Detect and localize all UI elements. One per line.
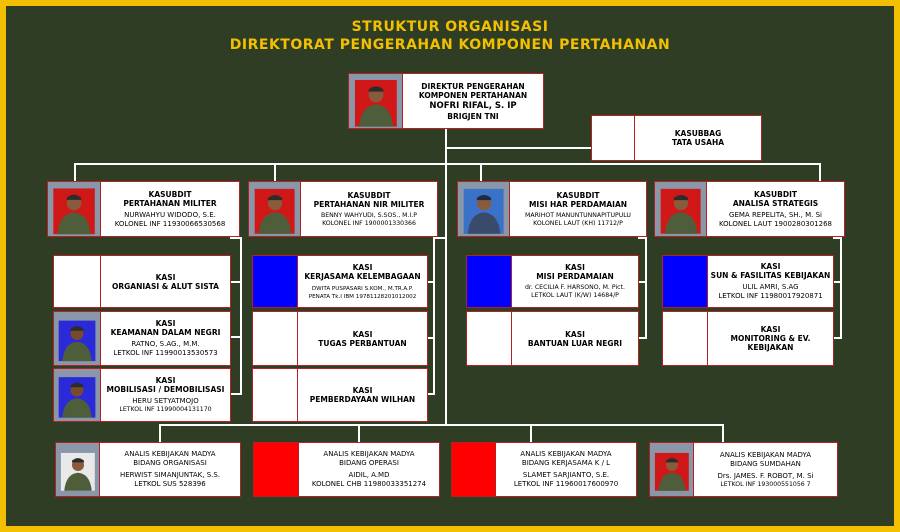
analyst-line2: BIDANG OPERASI xyxy=(339,459,399,467)
col2-rail xyxy=(433,237,435,394)
col2-tick1 xyxy=(427,281,435,283)
analyst-line1: ANALIS KEBIJAKAN MADYA xyxy=(124,450,216,458)
kasubbag-box[interactable] xyxy=(591,115,762,161)
col4-tick2 xyxy=(833,337,842,339)
col4-tick1 xyxy=(833,281,842,283)
col1-rail xyxy=(240,237,242,394)
subdit2-line1: KASUBDIT xyxy=(347,190,391,200)
analyst-photo-placeholder xyxy=(452,443,496,496)
kasi-photo-placeholder xyxy=(467,312,512,365)
director-name: NOFRI RIFAL, S. IP xyxy=(429,100,517,111)
analyst-name: Drs. JAMES. F. ROBOT, M. Si xyxy=(717,471,814,480)
kasubbag-connector xyxy=(445,147,591,149)
kasi-box-keamanan[interactable] xyxy=(53,311,231,366)
soldier-photo-icon xyxy=(53,187,95,236)
subdit4-photo xyxy=(655,182,707,236)
soldier-photo-icon xyxy=(60,448,94,496)
col1-tick3 xyxy=(230,393,242,395)
director-box[interactable] xyxy=(348,73,544,129)
col1-tick1 xyxy=(230,281,242,283)
kasi-box-sun-fasilitas[interactable] xyxy=(662,255,834,308)
subdit-box-2[interactable] xyxy=(248,181,438,237)
soldier-photo-icon xyxy=(354,79,396,128)
analyst-rank: KOLONEL CHB 11980033351274 xyxy=(311,480,427,488)
subdit3-line1: KASUBDIT xyxy=(556,190,600,200)
subdit4-drop xyxy=(819,163,821,181)
analyst-line2: BIDANG SUMDAHAN xyxy=(730,459,801,468)
kasi-line1: KASI xyxy=(760,325,781,334)
director-photo xyxy=(349,74,403,128)
col2-tick3 xyxy=(427,393,435,395)
analyst-box-organisasi[interactable] xyxy=(55,442,241,497)
soldier-photo-icon xyxy=(254,187,295,236)
analyst-name: SLAMET SARJIANTO, S.E. xyxy=(522,471,610,479)
director-rank: BRIGJEN TNI xyxy=(447,111,499,121)
kasi-photo-placeholder xyxy=(253,256,298,307)
kasi-box-monitoring[interactable] xyxy=(662,311,834,366)
kasi-photo-placeholder xyxy=(663,312,708,365)
analyst-photo xyxy=(56,443,100,496)
kasi-line2: KEAMANAN DALAM NEGRI xyxy=(110,328,221,337)
col2-tick2 xyxy=(427,337,435,339)
subdit1-rank: KOLONEL INF 11930066530568 xyxy=(114,219,226,228)
kasi-box-kerjasama[interactable] xyxy=(252,255,428,308)
kasi-photo-placeholder xyxy=(54,256,101,307)
kasi-rank: LETKOL INF 11980017920871 xyxy=(718,292,823,300)
subdit4-name: GEMA REPELITA, SH., M. Si xyxy=(729,210,822,219)
chart-title-line1: STRUKTUR ORGANISASI xyxy=(351,19,549,35)
analyst-name: AIDIL, A.MD xyxy=(348,471,390,479)
kasi-photo-placeholder xyxy=(663,256,708,307)
kasi-rank: PENATA Tk.I IBM 19781128201012002 xyxy=(308,293,417,300)
analyst-rank: LETKOL INF 11960017600970 xyxy=(513,480,619,488)
kasi-box-organisasi[interactable] xyxy=(53,255,231,308)
kasi-name: HERU SETYATMOJO xyxy=(132,397,199,405)
subdit4-line1: KASUBDIT xyxy=(754,189,797,199)
kasi-name: ULIL AMRI, S.AG xyxy=(742,283,799,291)
col3-tick1 xyxy=(638,281,647,283)
analyst-box-sumdahan[interactable] xyxy=(649,442,838,497)
soldier-photo-icon xyxy=(463,187,504,236)
soldier-photo-icon xyxy=(654,448,688,496)
analyst-box-operasi[interactable] xyxy=(253,442,440,497)
subdit3-rank: KOLONEL LAUT (KH) 11712/P xyxy=(533,219,623,227)
analyst-line1: ANALIS KEBIJAKAN MADYA xyxy=(719,450,812,459)
subdit1-drop xyxy=(74,163,76,181)
subdit2-line2: PERTAHANAN NIR MILITER xyxy=(313,199,425,209)
subdit-box-1[interactable] xyxy=(47,181,240,237)
analyst1-drop xyxy=(159,424,161,442)
subdit3-line2: MISI HAR PERDAMAIAN xyxy=(528,199,628,209)
soldier-photo-icon xyxy=(59,317,96,365)
subdit2-rank: KOLONEL INF 1900001330366 xyxy=(322,219,416,227)
analyst4-drop xyxy=(722,424,724,442)
main-vertical-connector xyxy=(445,129,447,426)
kasi-name: DWITA PUSPASARI S.KOM., M.TR.A.P. xyxy=(311,285,414,292)
subdit-box-4[interactable] xyxy=(654,181,845,237)
kasi-box-pemberdayaan[interactable] xyxy=(252,368,428,422)
kasi-name: RATNO, S.AG., M.M. xyxy=(131,340,200,348)
analyst-rank: LETKOL INF 193000551056 7 xyxy=(720,480,811,488)
kasi-line2: BANTUAN LUAR NEGRI xyxy=(527,338,623,348)
subdit2-drop xyxy=(274,163,276,181)
analyst3-drop xyxy=(530,424,532,442)
kasi-box-mobilisasi[interactable] xyxy=(53,368,231,422)
kasi-photo xyxy=(54,312,101,365)
analyst-line1: ANALIS KEBIJAKAN MADYA xyxy=(323,450,415,458)
kasi-box-bantuan-luar-negri[interactable] xyxy=(466,311,639,366)
analyst-box-kerjasama[interactable] xyxy=(451,442,637,497)
kasi-line2: ORGANIASI & ALUT SISTA xyxy=(111,281,219,291)
analyst-rank: LETKOL SUS 528396 xyxy=(134,480,206,488)
kasi-photo-placeholder xyxy=(253,369,298,421)
subdit1-photo xyxy=(48,182,101,236)
kasi-line1: KASI xyxy=(155,272,176,282)
col3-rail xyxy=(645,237,647,339)
subdit3-drop xyxy=(480,163,482,181)
kasi-rank: LETKOL INF 11990013530573 xyxy=(113,349,218,357)
kasi-line2: MOBILISASI / DEMOBILISASI xyxy=(106,385,225,394)
col3-tick2 xyxy=(638,337,647,339)
kasi-photo-placeholder xyxy=(467,256,512,307)
subdit1-line2: PERTAHANAN MILITER xyxy=(123,198,217,208)
subdit2-photo xyxy=(249,182,301,236)
analyst-line1: ANALIS KEBIJAKAN MADYA xyxy=(520,450,612,458)
subdit-box-3[interactable] xyxy=(457,181,647,237)
director-role-line1: DIREKTUR PENGERAHAN xyxy=(421,81,525,91)
col4-rail-top xyxy=(833,237,842,239)
subdit3-photo xyxy=(458,182,510,236)
subdit-horizontal-connector xyxy=(74,163,821,165)
kasi-line1: KASI xyxy=(352,262,373,272)
subdit4-line2: ANALISA STRATEGIS xyxy=(732,198,819,208)
director-role-line2: KOMPONEN PERTAHANAN xyxy=(418,90,528,100)
soldier-photo-icon xyxy=(660,187,701,236)
analyst-horizontal-connector xyxy=(159,424,724,426)
kasi-line2: MONITORING & EV. KEBIJAKAN xyxy=(730,334,811,352)
chart-title-line2: DIREKTORAT PENGERAHAN KOMPONEN PERTAHANAN xyxy=(229,37,671,53)
subdit2-name: BENNY WAHYUDI, S.SOS., M.I.P xyxy=(320,211,417,219)
subdit1-name: NURWAHYU WIDODO, S.E. xyxy=(124,210,216,219)
kasi-line1: KASI xyxy=(565,329,585,339)
kasi-line1: KASI xyxy=(760,262,781,271)
kasubbag-photo-placeholder xyxy=(592,116,635,160)
analyst-line2: BIDANG ORGANISASI xyxy=(133,459,207,467)
kasi-line2: SUN & FASILITAS KEBIJAKAN xyxy=(710,271,831,280)
kasi-photo-placeholder xyxy=(253,312,298,365)
col1-rail-top xyxy=(230,237,242,239)
subdit1-line1: KASUBDIT xyxy=(148,189,192,199)
kasi-line1: KASI xyxy=(155,319,176,328)
col2-rail-top xyxy=(433,237,445,239)
kasi-box-tugas-perbantuan[interactable] xyxy=(252,311,428,366)
kasi-rank: LETKOL INF 11990004131170 xyxy=(119,406,212,413)
col4-rail xyxy=(840,237,842,339)
kasi-name: dr. CECILIA F. HARSONO, M. Pict. xyxy=(525,284,625,291)
analyst-photo xyxy=(650,443,694,496)
analyst-photo-placeholder xyxy=(254,443,299,496)
kasi-line1: KASI xyxy=(352,329,373,339)
kasi-line2: PEMBERDAYAAN WILHAN xyxy=(309,395,416,404)
subdit3-name: MARIHOT MANUNTUNNAPITUPULU xyxy=(525,211,631,219)
kasi-rank: LETKOL LAUT (K/W) 14684/P xyxy=(531,292,619,299)
col3-rail-top xyxy=(638,237,647,239)
kasi-box-misi-perdamaian[interactable] xyxy=(466,255,639,308)
analyst2-drop xyxy=(358,424,360,442)
kasi-line2: KERJASAMA KELEMBAGAAN xyxy=(304,271,421,281)
kasi-line1: KASI xyxy=(352,386,373,395)
kasubbag-line1: KASUBBAG xyxy=(674,129,722,138)
kasi-line2: TUGAS PERBANTUAN xyxy=(318,338,407,348)
subdit4-rank: KOLONEL LAUT 1900280301268 xyxy=(718,219,833,228)
kasubbag-line2: TATA USAHA xyxy=(671,138,725,147)
soldier-photo-icon xyxy=(59,374,96,421)
kasi-line1: KASI xyxy=(155,376,176,385)
kasi-photo xyxy=(54,369,101,421)
analyst-name: HERWIST SIMANJUNTAK, S.S. xyxy=(119,471,221,479)
kasi-line2: MISI PERDAMAIAN xyxy=(536,272,614,281)
analyst-line2: BIDANG KERJASAMA K / L xyxy=(521,459,611,467)
col1-tick2 xyxy=(230,336,242,338)
org-chart-board xyxy=(6,6,894,526)
kasi-line1: KASI xyxy=(565,263,585,272)
